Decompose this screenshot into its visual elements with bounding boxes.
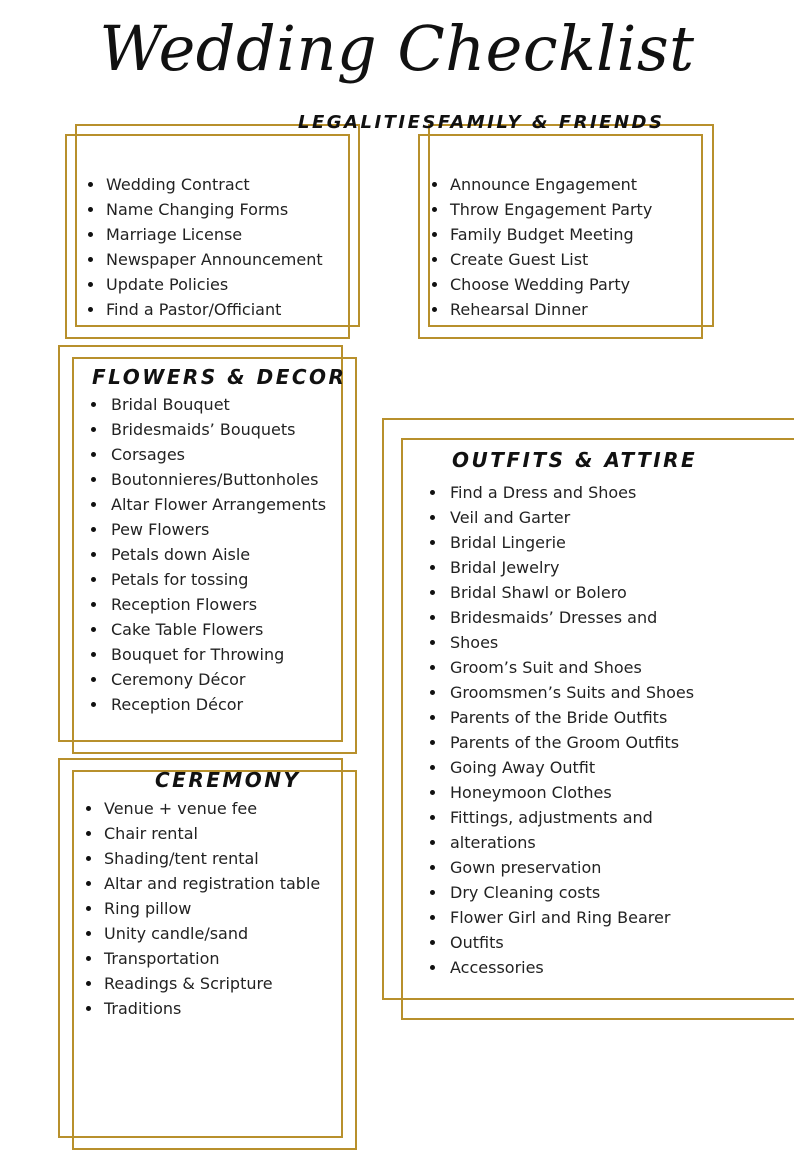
list-item: Ceremony Décor <box>111 670 246 689</box>
ceremony-list <box>104 796 320 1021</box>
list-item: Outfits <box>450 933 504 952</box>
page-title: Wedding Checklist <box>99 12 695 85</box>
list-item: Bridal Shawl or Bolero <box>450 583 627 602</box>
list-item: Reception Flowers <box>111 595 258 614</box>
list-item: Petals down Aisle <box>111 545 251 564</box>
list-item: Bridal Jewelry <box>450 558 560 577</box>
list-item: Choose Wedding Party <box>450 275 631 294</box>
list-item: Name Changing Forms <box>106 200 289 219</box>
list-item: Dry Cleaning costs <box>450 883 601 902</box>
flowers-heading: FLOWERS & DECOR <box>92 365 347 389</box>
list-item: Bouquet for Throwing <box>111 645 285 664</box>
list-item: Boutonnieres/Buttonholes <box>111 470 319 489</box>
list-item: Petals for tossing <box>111 570 249 589</box>
list-item: Reception Décor <box>111 695 244 714</box>
list-item: Bridesmaids’ Dresses and <box>450 608 658 627</box>
list-item: Accessories <box>450 958 544 977</box>
list-item: Bridesmaids’ Bouquets <box>111 420 296 439</box>
list-item: Newspaper Announcement <box>106 250 323 269</box>
list-item: Going Away Outfit <box>450 758 596 777</box>
list-item: Find a Dress and Shoes <box>450 483 637 502</box>
list-item: Throw Engagement Party <box>450 200 653 219</box>
list-item: Altar Flower Arrangements <box>111 495 327 514</box>
family-list <box>450 172 652 322</box>
list-item: Readings & Scripture <box>104 974 273 993</box>
list-item: alterations <box>450 833 536 852</box>
list-item: Announce Engagement <box>450 175 638 194</box>
list-item: Bridal Lingerie <box>450 533 566 552</box>
list-item: Altar and registration table <box>104 874 321 893</box>
flowers-list <box>111 392 326 717</box>
list-item: Groom’s Suit and Shoes <box>450 658 642 677</box>
list-item: Unity candle/sand <box>104 924 249 943</box>
list-item: Marriage License <box>106 225 243 244</box>
list-item: Corsages <box>111 445 186 464</box>
list-item: Update Policies <box>106 275 229 294</box>
list-item: Bridal Bouquet <box>111 395 230 414</box>
list-item: Rehearsal Dinner <box>450 300 588 319</box>
list-item: Veil and Garter <box>450 508 571 527</box>
list-item: Shoes <box>450 633 499 652</box>
list-item: Wedding Contract <box>106 175 250 194</box>
list-item: Shading/tent rental <box>104 849 259 868</box>
list-item: Cake Table Flowers <box>111 620 264 639</box>
list-item: Transportation <box>104 949 220 968</box>
list-item: Parents of the Bride Outfits <box>450 708 668 727</box>
list-item: Create Guest List <box>450 250 589 269</box>
legalities-list <box>106 172 323 322</box>
list-item: Pew Flowers <box>111 520 210 539</box>
list-item: Gown preservation <box>450 858 602 877</box>
list-item: Parents of the Groom Outfits <box>450 733 680 752</box>
list-item: Family Budget Meeting <box>450 225 634 244</box>
outfits-list <box>450 480 694 980</box>
list-item: Chair rental <box>104 824 198 843</box>
list-item: Venue + venue fee <box>104 799 258 818</box>
legalities-family-heading: LEGALITIESFAMILY & FRIENDS <box>298 112 665 133</box>
list-item: Fittings, adjustments and <box>450 808 653 827</box>
list-item: Groomsmen’s Suits and Shoes <box>450 683 695 702</box>
list-item: Find a Pastor/Officiant <box>106 300 282 319</box>
ceremony-heading: CEREMONY <box>155 768 301 792</box>
list-item: Flower Girl and Ring Bearer <box>450 908 671 927</box>
outfits-heading: OUTFITS & ATTIRE <box>452 448 698 472</box>
list-item: Traditions <box>104 999 182 1018</box>
list-item: Honeymoon Clothes <box>450 783 612 802</box>
list-item: Ring pillow <box>104 899 192 918</box>
